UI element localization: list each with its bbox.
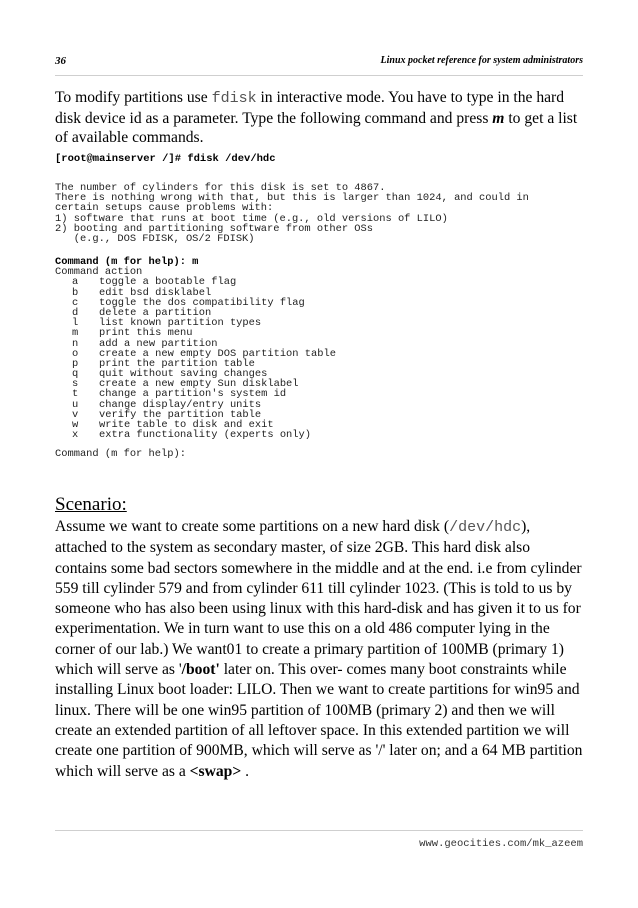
command-action-row (55, 430, 583, 440)
command-desc: create a new empty Sun disklabel (99, 378, 299, 391)
scenario-heading: Scenario: (55, 494, 127, 515)
command-desc: verify the partition table (99, 408, 262, 421)
intro-text-2: in interactive mode. You have to type in the hard disk device id as a parameter. Type the following command and press (55, 89, 565, 127)
command-desc: toggle a bootable flag (99, 276, 237, 289)
command-desc: add a new partition (99, 337, 218, 350)
prompt-line: Command (m for help): m (55, 256, 199, 268)
command-key: x (72, 429, 79, 442)
command-key: w (72, 419, 79, 431)
command-line: [root@mainserver /]# fdisk /dev/hdc (55, 153, 276, 165)
terminal-line: 1) software that runs at boot time (e.g., old versions of LILO) (55, 212, 448, 225)
scenario-code-device: /dev/hdc (449, 519, 522, 536)
scenario-text-3: later on. This over- comes many boot constraints while installing Linux boot loader: LILO. Then we want to create partitions for win95 and linux. There will be one win95 partition of 100MB (primary 2) and then we will create an extended partition of all leftover space. In this extended partition we will create one partition of 900MB, which will serve as '/' later on; and a 64 MB partition which will serve as a (55, 661, 583, 780)
final-prompt: Command (m for help): (55, 448, 186, 460)
scenario-swap-term: <swap> (189, 762, 242, 780)
command-key: s (72, 378, 79, 391)
command-action-heading: Command action (55, 266, 143, 279)
command-key: o (72, 347, 79, 360)
footer-divider (55, 830, 583, 831)
scenario-boot-term: /boot' (181, 661, 220, 679)
command-desc: change a partition's system id (99, 388, 287, 401)
footer-url: www.geocities.com/mk_azeem (419, 838, 583, 850)
command-desc: create a new empty DOS partition table (99, 347, 336, 360)
intro-paragraph (55, 88, 583, 148)
command-key: n (72, 337, 79, 350)
command-desc: quit without saving changes (99, 368, 268, 381)
command-desc: extra functionality (experts only) (99, 429, 312, 442)
page-header (55, 55, 583, 73)
command-key: a (72, 276, 79, 289)
terminal-line: The number of cylinders for this disk is set to 4867. (55, 182, 386, 194)
command-desc: print the partition table (99, 357, 255, 370)
terminal-notice (55, 183, 583, 244)
command-desc: print this menu (99, 327, 193, 340)
terminal-line: There is nothing wrong with that, but this is larger than 1024, and could in (55, 192, 529, 205)
command-desc: toggle the dos compatibility flag (99, 296, 305, 309)
command-key: c (72, 296, 79, 309)
command-desc: change display/entry units (99, 398, 262, 411)
command-key: m (72, 327, 79, 340)
intro-code-fdisk: fdisk (211, 90, 257, 107)
intro-text-3: to get a list of available commands. (55, 109, 578, 146)
scenario-paragraph (55, 517, 585, 782)
terminal-line: (e.g., DOS FDISK, OS/2 FDISK) (55, 232, 255, 245)
scenario-text-4: . (241, 762, 250, 780)
scenario-text-2: ), attached to the system as secondary master, of size 2GB. This hard disk also contains some bad sectors somewhere in the middle and at the end. i.e from cylinder 559 till cylinder 579 and from cylinder 611 till cylinder 1023. (This is told to us by someone who has also been using linux with this hard-disk and has given it to us for experimentation. We in turn want to use this on a old 486 computer lying in the corner of our lab.) We want01 to create a primary partition of 100MB (primary 1) which will serve as ' (55, 518, 582, 679)
command-desc: list known partition types (99, 317, 262, 330)
terminal-line: 2) booting and partitioning software from other OSs (55, 222, 374, 235)
command-key: u (72, 398, 79, 411)
intro-key-m: m (492, 109, 505, 127)
terminal-line: certain setups cause problems with: (55, 202, 274, 215)
command-desc: delete a partition (99, 306, 212, 319)
command-desc: write table to disk and exit (99, 419, 274, 431)
command-key: q (72, 368, 79, 381)
command-key: b (72, 286, 79, 299)
scenario-text-1: Assume we want to create some partitions on a new hard disk ( (55, 518, 450, 535)
page-number: 36 (55, 55, 66, 67)
command-key: t (72, 388, 79, 401)
command-key: d (72, 306, 79, 319)
intro-text-1: To modify partitions use (55, 89, 212, 106)
command-key: v (72, 408, 79, 421)
command-menu (55, 257, 583, 440)
command-desc: edit bsd disklabel (99, 286, 212, 299)
book-title: Linux pocket reference for system administrators (380, 55, 583, 66)
command-key: l (72, 317, 79, 330)
command-key: p (72, 357, 79, 370)
header-divider (55, 75, 583, 76)
